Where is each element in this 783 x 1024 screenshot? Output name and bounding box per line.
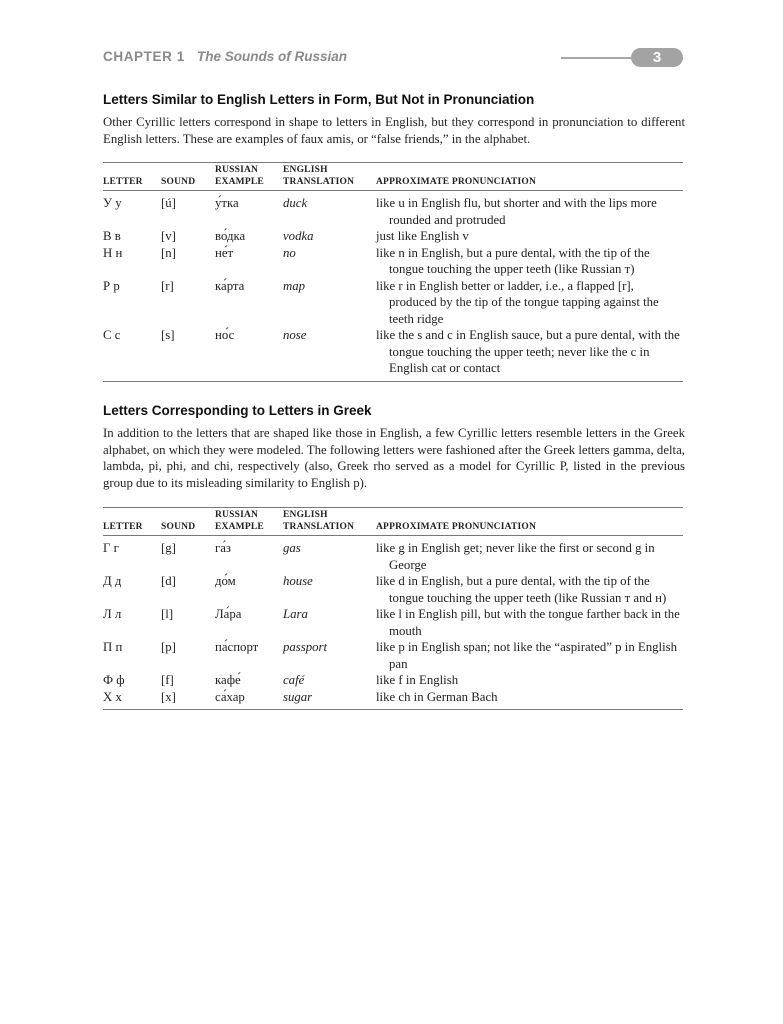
- col-sound: SOUND: [161, 176, 196, 187]
- pronunciation-cell: like g in English get; never like the first or second g in George: [376, 541, 655, 572]
- pronunciation-cell: like d in English, but a pure dental, with the tip of the tongue touching the upper teeth (like Russian т and н): [376, 574, 667, 605]
- col-pronunciation: APPROXIMATE PRONUNCIATION: [376, 176, 537, 187]
- example-cell: га́з: [215, 541, 231, 555]
- sound-cell: [s]: [161, 328, 175, 342]
- pronunciation-cell: like n in English, but a pure dental, with the tip of the tongue touching the upper teeth (like Russian т): [376, 245, 650, 276]
- sound-cell: [x]: [161, 689, 176, 704]
- sound-cell: [g]: [161, 541, 176, 555]
- example-cell: Ла́ра: [215, 607, 242, 621]
- col-translation: ENGLISH TRANSLATION: [283, 510, 355, 532]
- translation-cell: gas: [283, 541, 301, 555]
- letter-cell: Х х: [103, 689, 122, 704]
- translation-cell: Lara: [283, 607, 308, 621]
- example-cell: па́спорт: [215, 640, 259, 654]
- col-example: RUSSIAN EXAMPLE: [215, 510, 264, 532]
- letter-cell: Ф ф: [103, 673, 125, 687]
- letter-cell: В в: [103, 229, 121, 243]
- table-row: [103, 573, 683, 606]
- col-example: RUSSIAN EXAMPLE: [215, 165, 264, 187]
- sound-cell: [ú]: [161, 196, 176, 210]
- example-cell: са́хар: [215, 689, 245, 704]
- example-cell: ка́рта: [215, 278, 245, 293]
- pronunciation-cell: like l in English pill, but with the tongue farther back in the mouth: [376, 607, 680, 638]
- table-header-row: [103, 163, 683, 191]
- letter-cell: Л л: [103, 607, 122, 621]
- col-sound: SOUND: [161, 521, 196, 532]
- table-row: [103, 536, 683, 574]
- example-cell: во́дка: [215, 229, 246, 243]
- pronunciation-cell: just like English v: [376, 229, 469, 243]
- pronunciation-cell: like u in English flu, but shorter and with the lips more rounded and protruded: [376, 196, 657, 227]
- translation-cell: duck: [283, 196, 308, 210]
- col-letter: LETTER: [103, 176, 143, 187]
- page-number: 3: [631, 48, 683, 67]
- example-cell: до́м: [215, 574, 236, 588]
- letter-cell: С с: [103, 328, 121, 342]
- translation-cell: house: [283, 574, 313, 588]
- section1-heading: Letters Similar to English Letters in Form, But Not in Pronunciation: [103, 92, 535, 107]
- sound-cell: [v]: [161, 229, 176, 243]
- section1-intro: Other Cyrillic letters correspond in shape to letters in English, but they correspond in pronunciation to different English letters. These are examples of faux amis, or “false friends,” in the alphabet.: [103, 115, 685, 146]
- letter-cell: П п: [103, 640, 123, 654]
- table-row: [103, 327, 683, 381]
- chapter-label: CHAPTER 1: [103, 49, 185, 64]
- section2-intro: In addition to the letters that are shaped like those in English, a few Cyrillic letters resemble letters in the Greek alphabet, on which they were modeled. The following letters were fashioned after the Greek letters gamma, delta, lambda, pi, phi, and chi, respectively (also, Greek rho served as a model for Cyrillic Р, listed in the previous group due to its misleading similarity to English p).: [103, 426, 685, 490]
- col-letter: LETTER: [103, 521, 143, 532]
- table-row: [103, 639, 683, 672]
- sound-cell: [n]: [161, 245, 176, 260]
- table-row: [103, 191, 683, 229]
- col-pronunciation: APPROXIMATE PRONUNCIATION: [376, 521, 537, 532]
- pronunciation-cell: like p in English span; not like the “aspirated” p in English pan: [376, 640, 678, 671]
- letter-cell: Н н: [103, 245, 123, 260]
- example-cell: у́тка: [215, 196, 239, 210]
- table-row: [103, 228, 683, 245]
- col-translation: ENGLISH TRANSLATION: [283, 165, 355, 187]
- pronunciation-cell: like the s and c in English sauce, but a pure dental, with the tongue touching the upper teeth; never like the c in English cat or contact: [376, 328, 680, 375]
- table-header-row: [103, 508, 683, 536]
- section2-heading: Letters Corresponding to Letters in Greek: [103, 403, 372, 418]
- sound-cell: [f]: [161, 673, 174, 687]
- translation-cell: no: [283, 245, 296, 260]
- example-cell: кафе́: [215, 673, 241, 687]
- translation-cell: sugar: [283, 689, 313, 704]
- pronunciation-cell: like ch in German Bach: [376, 689, 498, 704]
- sound-cell: [p]: [161, 640, 176, 654]
- example-cell: не́т: [215, 245, 234, 260]
- running-header: [103, 48, 683, 70]
- translation-cell: café: [283, 673, 305, 687]
- sound-cell: [r]: [161, 278, 174, 293]
- letter-cell: У у: [103, 196, 122, 210]
- translation-cell: passport: [283, 640, 328, 654]
- translation-cell: map: [283, 278, 306, 293]
- pronunciation-cell: like r in English better or ladder, i.e., a flapped [r], produced by the tip of the tongue tapping against the teeth ridge: [376, 278, 659, 326]
- sound-cell: [l]: [161, 607, 174, 621]
- chapter-title: The Sounds of Russian: [197, 49, 348, 64]
- example-cell: но́с: [215, 328, 235, 342]
- table-row: [103, 689, 683, 710]
- sound-cell: [d]: [161, 574, 176, 588]
- translation-cell: vodka: [283, 229, 314, 243]
- table-row: [103, 278, 683, 328]
- table-row: [103, 672, 683, 689]
- translation-cell: nose: [283, 328, 307, 342]
- letter-cell: Д д: [103, 574, 122, 588]
- letter-cell: Г г: [103, 541, 119, 555]
- letter-cell: Р р: [103, 278, 120, 293]
- faux-amis-table: [103, 162, 683, 382]
- pronunciation-cell: like f in English: [376, 673, 459, 687]
- table-row: [103, 606, 683, 639]
- table-row: [103, 245, 683, 278]
- greek-letters-table: [103, 507, 683, 710]
